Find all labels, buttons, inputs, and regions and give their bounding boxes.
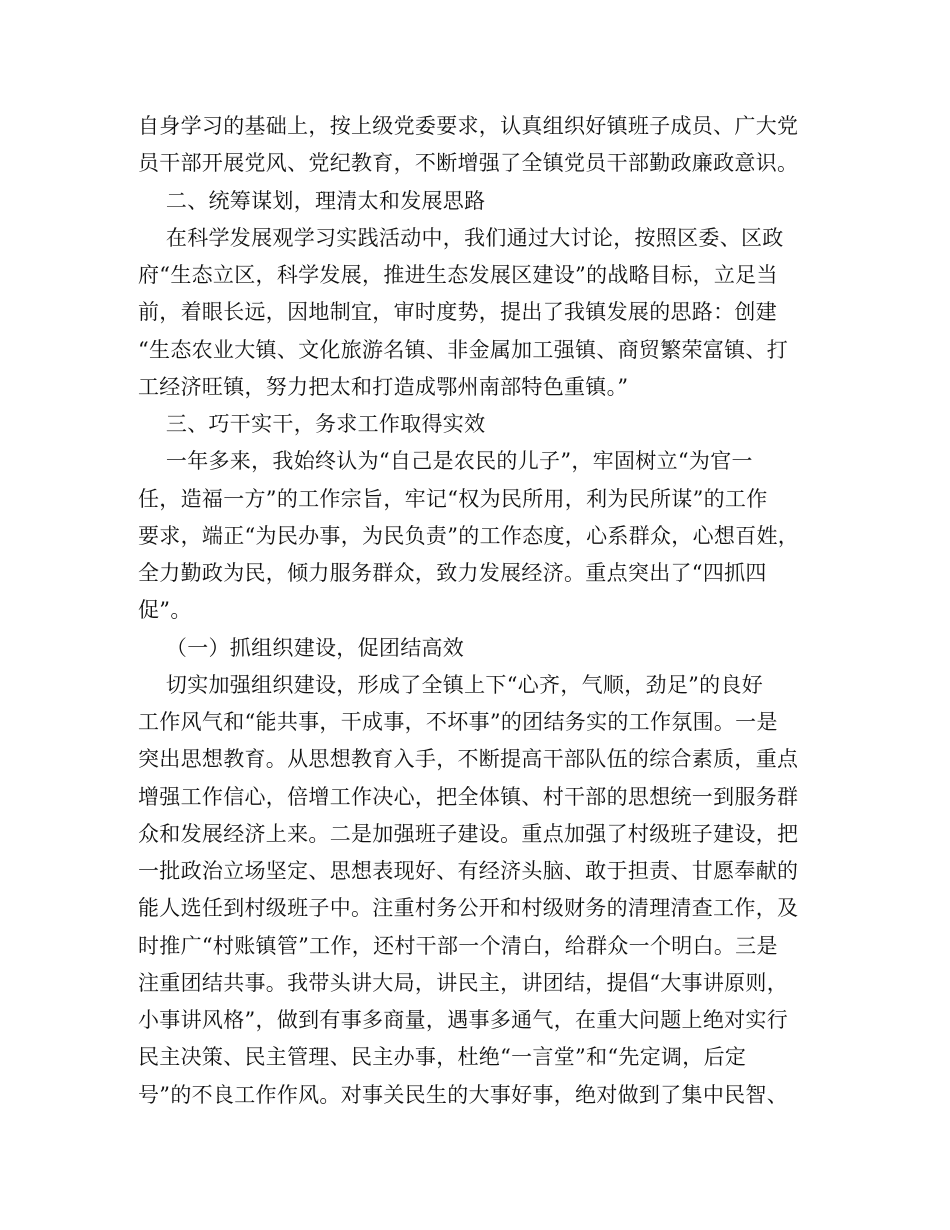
- text-line: 注重团结共事。我带头讲大局，讲民主，讲团结，提倡“大事讲原则，: [138, 971, 789, 995]
- text-line: 突出思想教育。从思想教育入手，不断提高干部队伍的综合素质，重点: [138, 747, 799, 771]
- text-line: 工经济旺镇，努力把太和打造成鄂州南部特色重镇。”: [138, 375, 629, 399]
- text-line: 时推广“村账镇管”工作，还村干部一个清白，给群众一个明白。三是: [138, 934, 778, 958]
- text-line: 号”的不良工作作风。对事关民生的大事好事，绝对做到了集中民智、: [138, 1083, 789, 1107]
- text-line: 一批政治立场坚定、思想表现好、有经济头脑、敢于担责、甘愿奉献的: [138, 859, 799, 883]
- text-line: 民主决策、民主管理、民主办事，杜绝“一言堂”和“先定调，后定: [138, 1045, 747, 1069]
- text-line: 众和发展经济上来。二是加强班子建设。重点加强了村级班子建设，把: [138, 822, 799, 846]
- text-line: 任，造福一方”的工作宗旨，牢记“权为民所用，利为民所谋”的工作: [138, 487, 768, 511]
- text-line: 全力勤政为民，倾力服务群众，致力发展经济。重点突出了“四抓四: [138, 561, 767, 585]
- text-line: 小事讲风格”，做到有事多商量，遇事多通气，在重大问题上绝对实行: [138, 1008, 789, 1032]
- subsection-heading: （一）抓组织建设，促团结高效: [138, 636, 465, 660]
- text-line: 员干部开展党风、党纪教育，不断增强了全镇党员干部勤政廉政意识。: [138, 151, 799, 175]
- text-line: 府“生态立区，科学发展，推进生态发展区建设”的战略目标，立足当: [138, 263, 778, 287]
- text-line: 在科学发展观学习实践活动中，我们通过大讨论，按照区委、区政: [138, 226, 784, 250]
- section-heading: 三、巧干实干，务求工作取得实效: [138, 412, 486, 436]
- text-line: 增强工作信心，倍增工作决心，把全体镇、村干部的思想统一到服务群: [138, 785, 799, 809]
- text-line: 一年多来，我始终认为“自己是农民的儿子”，牢固树立“为官一: [138, 449, 753, 473]
- text-line: 要求，端正“为民办事，为民负责”的工作态度，心系群众，心想百姓，: [138, 524, 800, 548]
- section-heading: 二、统筹谋划，理清太和发展思路: [138, 189, 486, 213]
- text-line: 前，着眼长远，因地制宜，审时度势，提出了我镇发展的思路：创建: [138, 300, 777, 324]
- text-line: 促”。: [138, 598, 192, 622]
- text-line: 切实加强组织建设，形成了全镇上下“心齐，气顺，劲足”的良好: [138, 673, 764, 697]
- text-line: “生态农业大镇、文化旅游名镇、非金属加工强镇、商贸繁荣富镇、打: [138, 338, 789, 362]
- text-line: 自身学习的基础上，按上级党委要求，认真组织好镇班子成员、广大党: [138, 114, 799, 138]
- text-line: 工作风气和“能共事，干成事，不坏事”的团结务实的工作氛围。一是: [138, 710, 778, 734]
- text-line: 能人选任到村级班子中。注重村务公开和村级财务的清理清查工作，及: [138, 896, 799, 920]
